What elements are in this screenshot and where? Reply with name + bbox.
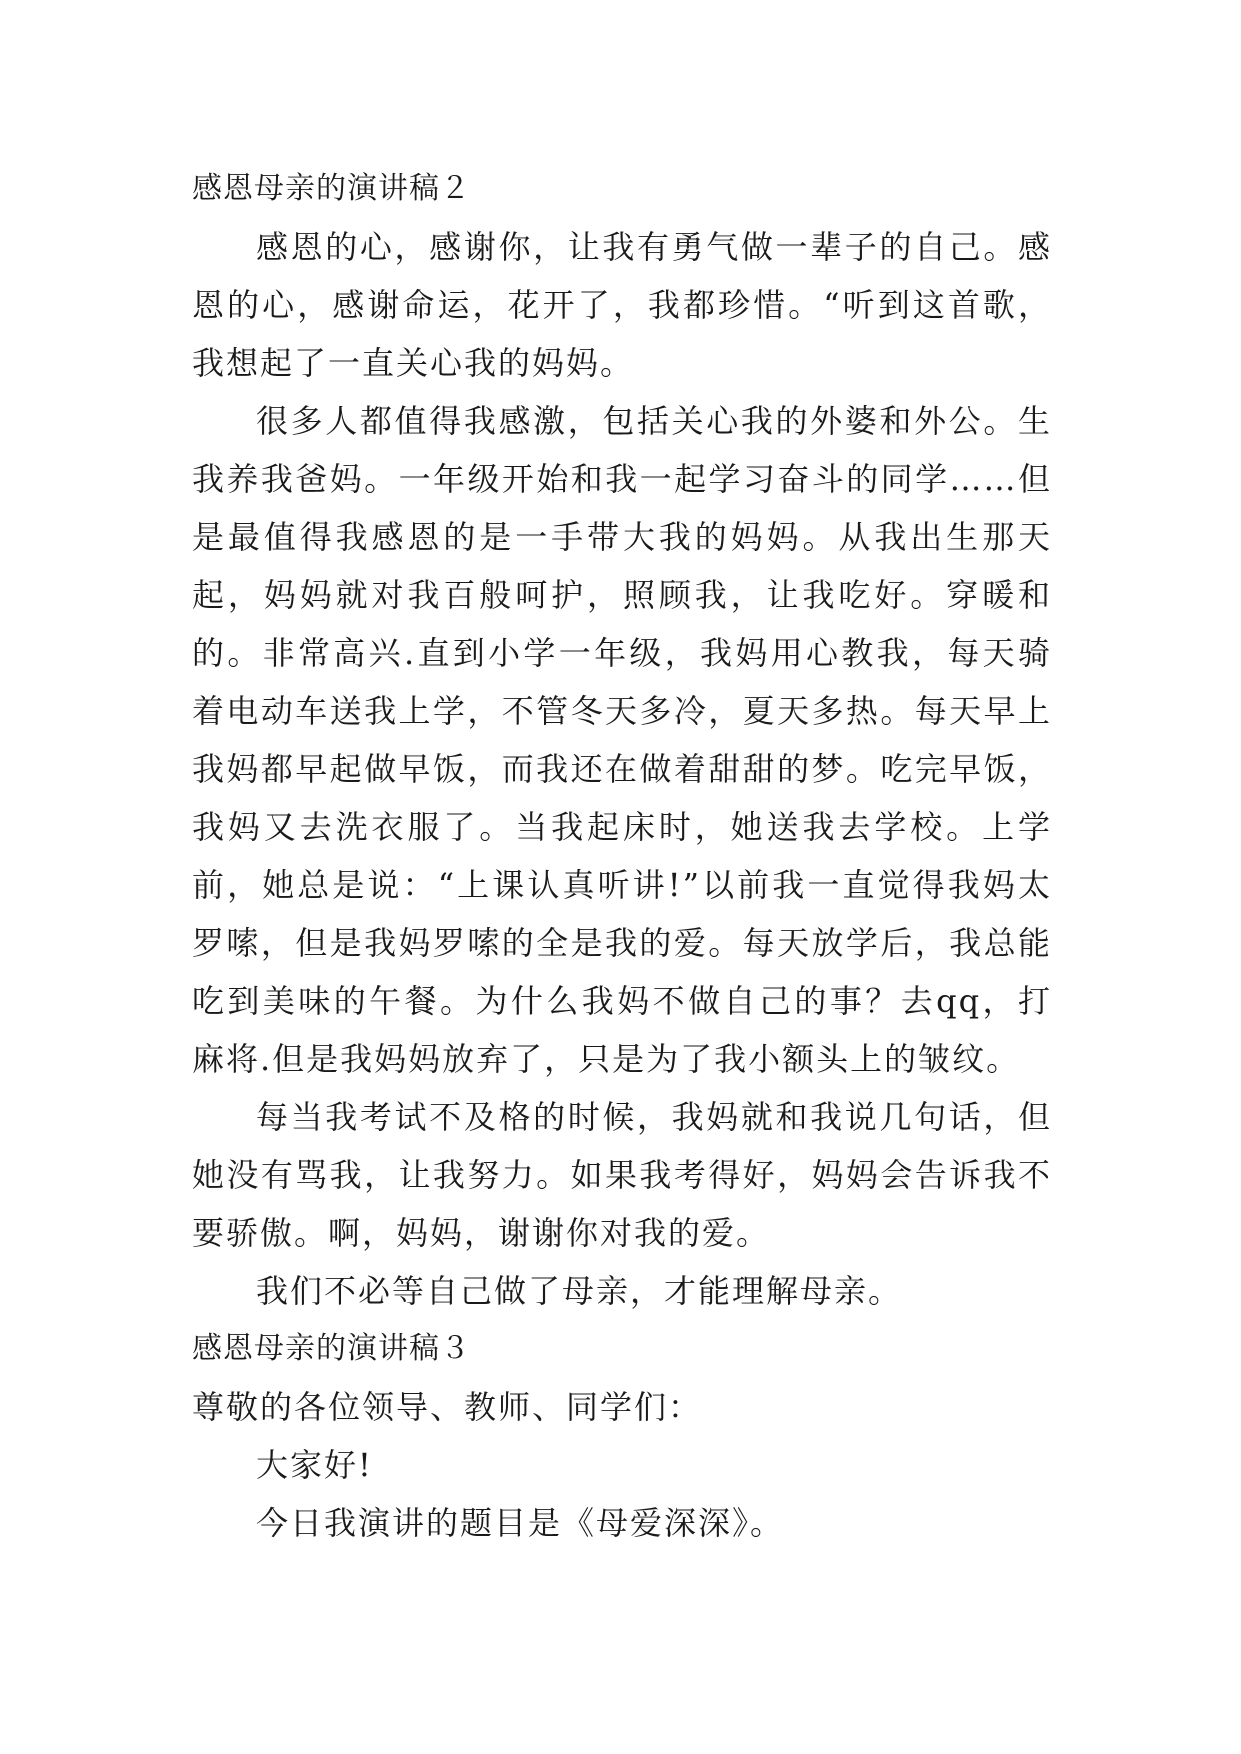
paragraph: 很多人都值得我感激，包括关心我的外婆和外公。生我养我爸妈。一年级开始和我一起学习奋斗的同学……但是最值得我感恩的是一手带大我的妈妈。从我出生那天起，妈妈就对我百般呵护，照顾我，让我吃好。穿暖和的。非常高兴.直到小学一年级，我妈用心教我，每天骑着电动车送我上学，不管冬天多冷，夏天多热。每天早上我妈都早起做早饭，而我还在做着甜甜的梦。吃完早饭，我妈又去洗衣服了。当我起床时，她送我去学校。上学前，她总是说：“上课认真听讲!”以前我一直觉得我妈太罗嗦，但是我妈罗嗦的全是我的爱。每天放学后，我总能吃到美味的午餐。为什么我妈不做自己的事？去qq，打麻将.但是我妈妈放弃了，只是为了我小额头上的皱纹。	[192, 402, 1052, 1078]
paragraph: 大家好!	[256, 1446, 373, 1484]
paragraph: 今日我演讲的题目是《母爱深深》。	[256, 1504, 785, 1542]
salutation: 尊敬的各位领导、教师、同学们：	[192, 1388, 703, 1426]
section-heading-3: 感恩母亲的演讲稿３	[192, 1331, 471, 1366]
paragraph: 感恩的心，感谢你，让我有勇气做一辈子的自己。感恩的心，感谢命运，花开了，我都珍惜。“听到这首歌，我想起了一直关心我的妈妈。	[192, 228, 1052, 382]
paragraph: 我们不必等自己做了母亲，才能理解母亲。	[256, 1272, 903, 1310]
section-heading-2: 感恩母亲的演讲稿２	[192, 171, 471, 206]
paragraph: 每当我考试不及格的时候，我妈就和我说几句话，但她没有骂我，让我努力。如果我考得好，妈妈会告诉我不要骄傲。啊，妈妈，谢谢你对我的爱。	[192, 1098, 1052, 1252]
document-body	[192, 160, 1052, 1552]
